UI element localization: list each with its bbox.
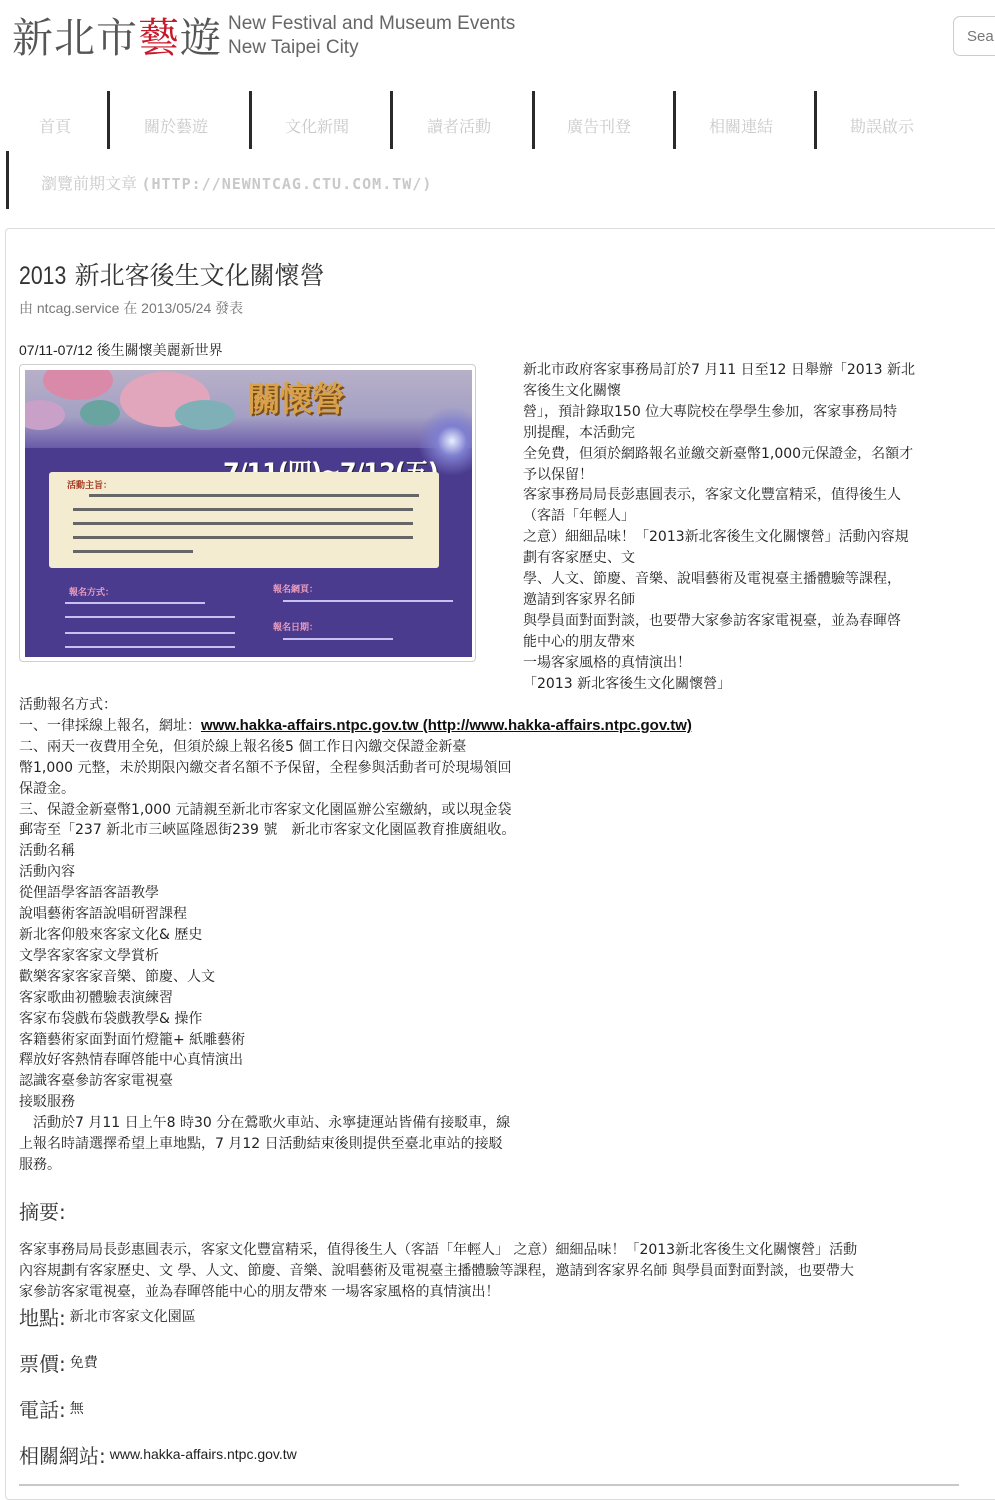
search-input[interactable]: Sea	[953, 16, 995, 56]
poster-text-line	[65, 616, 235, 618]
poster-text-line	[73, 508, 413, 511]
nav-divider	[814, 91, 817, 149]
price-value: 免費	[69, 1355, 98, 1371]
body-text-line: 服務。	[19, 1156, 61, 1173]
body-text-line: 客籍藝術家面對面竹燈籠+ 紙雕藝術	[19, 1031, 246, 1048]
intro-text-line: 與學員面對面對談，也要帶大家參訪客家電視臺，並為春暉啓	[523, 612, 901, 629]
nav-divider	[249, 91, 252, 149]
poster-label-contact: 報名網頁：	[273, 585, 319, 595]
intro-text-line: 營」，預計錄取150 位大專院校在學學生參加，客家事務局特	[523, 403, 898, 420]
nav-divider	[673, 91, 676, 149]
nav-item-about[interactable]: 關於藝遊	[144, 119, 209, 136]
location-value: 新北市客家文化園區	[69, 1309, 196, 1325]
nav-item-home[interactable]: 首頁	[39, 119, 72, 136]
poster-text-line	[65, 646, 235, 648]
poster-text-line	[89, 494, 419, 497]
nav-divider	[532, 91, 535, 149]
intro-text-line: 一場客家風格的真情演出！	[523, 654, 691, 671]
poster-label-main: 活動主旨：	[67, 481, 113, 491]
intro-text-line: 客家事務局局長彭惠圓表示，客家文化豐富精采，值得後生人	[523, 487, 901, 504]
nav-item-links[interactable]: 相關連結	[709, 119, 774, 136]
body-text-line: 保證金。	[19, 780, 75, 797]
intro-text-line: 劃有客家歷史、文	[523, 550, 635, 567]
poster-text-line	[73, 522, 413, 525]
event-poster-image[interactable]	[25, 370, 472, 657]
summary-text-line: 家參訪客家電視臺，並為春暉啓能中心的朋友帶來 一場客家風格的真情演出！	[19, 1283, 500, 1300]
poster-scroll	[49, 472, 439, 568]
summary-text	[19, 1240, 964, 1303]
intro-text-line: 「2013 新北客後生文化關懷營」	[523, 675, 732, 692]
poster-text-line	[73, 536, 413, 539]
intro-text-line: 客後生文化關懷	[523, 382, 621, 399]
body-text-line: 歡樂客家客家音樂、節慶、人文	[19, 968, 215, 985]
poster-text-line	[65, 632, 235, 634]
intro-text-line: 能中心的朋友帶來	[523, 633, 635, 650]
summary-text-line: 內容規劃有客家歷史、文 學、人文、節慶、音樂、說唱藝術及電視臺主播體驗等課程，邀請到客家界名師 與學員面對面對談，也要帶大	[19, 1262, 854, 1279]
poster-label-deadline: 報名日期：	[273, 623, 319, 633]
post-title[interactable]: 2013 新北客後生文化關懷營	[19, 261, 325, 290]
website-field: 相關網站: $^{www.hakka-affairs.ntpc.gov.tw}$	[19, 1444, 297, 1468]
body-text-line: 認識客臺參訪客家電視臺	[19, 1073, 173, 1090]
poster-text-line	[65, 602, 205, 604]
body-text-line: 活動名稱	[19, 843, 75, 860]
body-text-line: 客家布袋戲布袋戲教學& 操作	[19, 1010, 203, 1027]
body-text-line: 接駁服務	[19, 1094, 75, 1111]
logo-chinese: 新北市藝遊	[12, 14, 222, 62]
body-text-line: 幣1,000 元整，未於期限內繳交者名額不予保留，全程參與活動者可於現場領回	[19, 759, 512, 776]
bottom-divider	[19, 1484, 959, 1486]
poster-text-line	[283, 600, 453, 602]
nav-divider	[6, 151, 9, 209]
author-link[interactable]: ntcag.service	[36, 300, 120, 316]
intro-text-line: 學、人文、節慶、音樂、說唱藝術及電視臺主播體驗等課程，	[523, 571, 901, 588]
nav-divider	[107, 91, 110, 149]
intro-text-line: （客語「年輕人」	[523, 508, 635, 525]
poster-title: 關懷營	[247, 380, 343, 420]
nav-item-advertise[interactable]: 廣告刊登	[567, 119, 632, 136]
nav-divider	[390, 91, 393, 149]
summary-text-line: 客家事務局局長彭惠圓表示，客家文化豐富精采，值得後生人（客語「年輕人」 之意）細細品味！「2013新北客後生文化關懷營」活動	[19, 1242, 858, 1258]
price-field: 票價: $^{免費}$	[19, 1352, 98, 1376]
intro-text-line: 之意）細細品味！「2013新北客後生文化關懷營」活動內容規	[523, 529, 909, 546]
intro-text-line: 全免費，但須於網路報名並繳交新臺幣1,000元保證金，名額才	[523, 445, 914, 462]
body-text-line: 釋放好客熱情春暉啓能中心真情演出	[19, 1052, 243, 1069]
event-date-range: 07/11-07/12 後生關懷美麗新世界	[19, 342, 223, 358]
body-text-line: 二、兩天一夜費用全免，但須於線上報名後5 個工作日內繳交保證金新臺	[19, 738, 467, 755]
intro-text-line: 新北市政府客家事務局訂於7 月11 日至12 日舉辦「2013 新北	[523, 362, 915, 378]
poster-text-line	[73, 550, 193, 553]
signup-item-1: 一、一律採線上報名，網址：www.hakka-affairs.ntpc.gov.tw (http://www.hakka-affairs.ntpc.gov.tw)	[19, 716, 692, 734]
body-text-line: 客家歌曲初體驗表演練習	[19, 989, 173, 1006]
signup-link[interactable]: www.hakka-affairs.ntpc.gov.tw (http://www.hakka-affairs.ntpc.gov.tw)	[201, 716, 692, 734]
body-text-line: 郵寄至「237 新北市三峽區隆恩街239 號 新北市客家文化園區教育推廣組收。	[19, 822, 516, 839]
intro-text	[523, 360, 963, 695]
website-link[interactable]: www.hakka-affairs.ntpc.gov.tw	[109, 1446, 297, 1462]
signup-heading: 活動報名方式：	[19, 697, 117, 713]
main-nav	[0, 88, 995, 213]
body-text-line: 上報名時請選擇希望上車地點，7 月12 日活動結束後則提供至臺北車站的接駁	[19, 1136, 503, 1153]
post-date: 2013/05/24	[141, 300, 212, 316]
post-byline: 由 ntcag.service 在 2013/05/24 發表	[19, 300, 244, 316]
summary-heading: 摘要:	[19, 1200, 66, 1224]
nav-item-errata[interactable]: 勘誤啟示	[850, 119, 915, 136]
intro-text-line: 邀請到客家界名師	[523, 591, 635, 608]
body-text-line: 說唱藝術客語說唱研習課程	[19, 906, 187, 923]
body-text-line: 活動內容	[19, 864, 75, 881]
nav-item-archive[interactable]: 瀏覽前期文章 (HTTP://NEWNTCAG.CTU.COM.TW/)	[41, 175, 433, 193]
nav-item-news[interactable]: 文化新聞	[285, 119, 350, 136]
body-text-line: 從俚語學客語客語教學	[19, 885, 159, 902]
location-field: 地點: $^{新北市客家文化園區}$	[19, 1306, 196, 1330]
phone-value: 無	[69, 1401, 84, 1417]
body-text-line: 文學客家客家文學賞析	[19, 947, 159, 964]
intro-text-line: 予以保留！	[523, 466, 593, 483]
body-text-line: 活動於7 月11 日上午8 時30 分在鶯歌火車站、永寧捷運站皆備有接駁車，線	[19, 1115, 511, 1132]
nav-item-reader-events[interactable]: 讀者活動	[427, 119, 492, 136]
post-body	[19, 695, 692, 1176]
body-text-line: 新北客仰般來客家文化& 歷史	[19, 926, 203, 943]
body-text-line: 三、保證金新臺幣1,000 元請親至新北市客家文化園區辦公室繳納，或以現金袋	[19, 801, 512, 818]
poster-label-signup: 報名方式：	[69, 588, 115, 598]
phone-field: 電話: $^無$	[19, 1398, 84, 1422]
logo-english: New Festival and Museum Events New Taipei City	[228, 13, 516, 58]
poster-text-line	[283, 638, 393, 640]
site-logo[interactable]	[12, 8, 515, 60]
intro-text-line: 別提醒，本活動完	[523, 424, 635, 441]
